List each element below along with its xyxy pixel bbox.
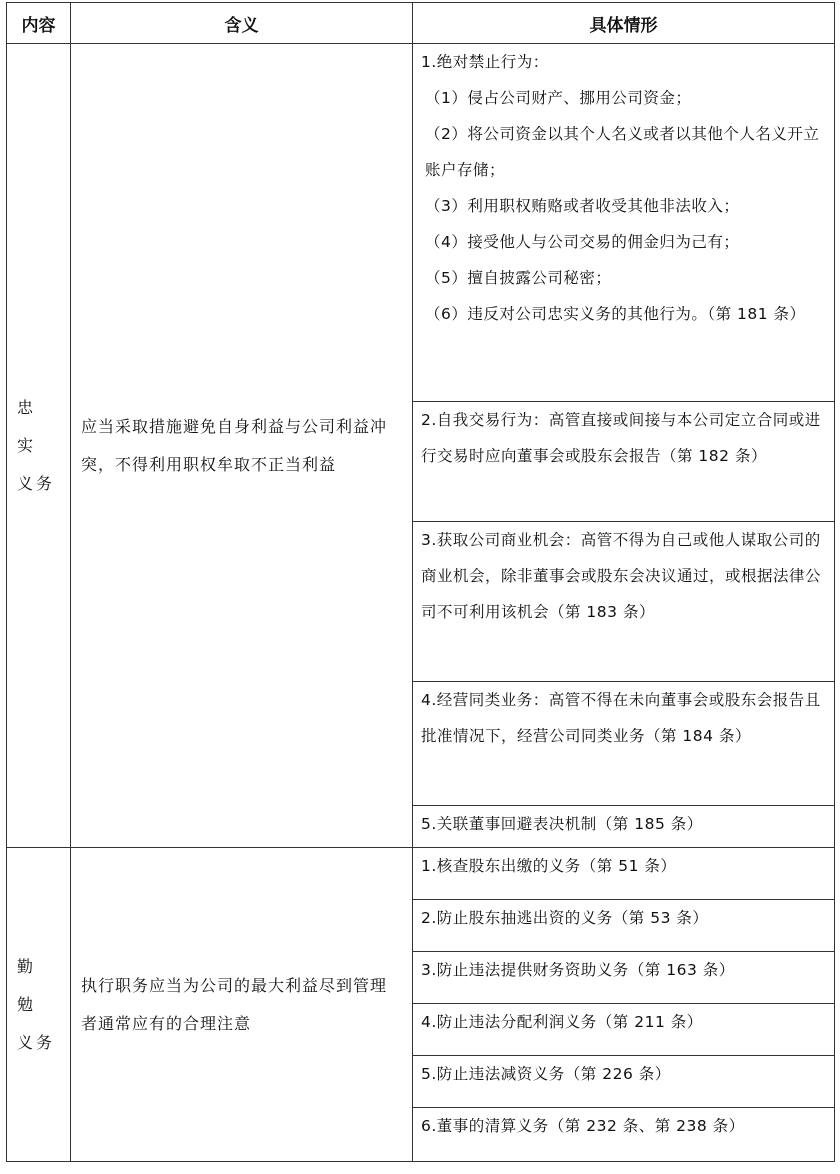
loyalty-name-line1: 忠 实 <box>17 397 37 455</box>
loyalty-item-1-sub-5: （5）擅自披露公司秘密； <box>425 269 612 287</box>
diligence-name-line1: 勤 勉 <box>17 956 37 1014</box>
loyalty-item-1 <box>413 44 835 402</box>
loyalty-item-4: 4.经营同类业务：高管不得在未向董事会或股东会报告且批准情况下，经营公司同类业务（第 184 条） <box>413 682 835 806</box>
loyalty-meaning: 应当采取措施避免自身利益与公司利益冲突，不得利用职权牟取不正当利益 <box>71 44 413 848</box>
header-content: 内容 <box>7 3 71 44</box>
loyalty-item-2: 2.自我交易行为：高管直接或间接与本公司定立合同或进行交易时应向董事会或股东会报告（第 182 条） <box>413 402 835 522</box>
loyalty-item-1-sub-4: （4）接受他人与公司交易的佣金归为己有； <box>425 233 740 251</box>
loyalty-name-line2: 义务 <box>17 473 56 493</box>
header-details: 具体情形 <box>413 3 835 44</box>
duties-table <box>6 2 835 1162</box>
loyalty-item-1-sub-2: （2）将公司资金以其个人名义或者以其他个人名义开立账户存储； <box>425 125 820 179</box>
loyalty-item-1-sub-6: （6）违反对公司忠实义务的其他行为。（第 181 条） <box>425 305 806 323</box>
diligence-meaning: 执行职务应当为公司的最大利益尽到管理者通常应有的合理注意 <box>71 848 413 1162</box>
diligence-item-4: 4.防止违法分配利润义务（第 211 条） <box>413 1004 835 1056</box>
diligence-row-1 <box>7 848 835 900</box>
loyalty-item-3: 3.获取公司商业机会：高管不得为自己或他人谋取公司的商业机会，除非董事会或股东会决议通过，或根据法律公司不可利用该机会（第 183 条） <box>413 522 835 682</box>
diligence-name-line2: 义务 <box>17 1032 56 1052</box>
diligence-item-1: 1.核查股东出缴的义务（第 51 条） <box>413 848 835 900</box>
header-meaning: 含义 <box>71 3 413 44</box>
loyalty-item-5: 5.关联董事回避表决机制（第 185 条） <box>413 806 835 848</box>
header-row <box>7 3 835 44</box>
loyalty-row-1 <box>7 44 835 402</box>
diligence-item-5: 5.防止违法减资义务（第 226 条） <box>413 1056 835 1108</box>
loyalty-item-1-title: 1.绝对禁止行为： <box>421 53 549 71</box>
diligence-duty-name <box>7 848 71 1162</box>
diligence-item-3: 3.防止违法提供财务资助义务（第 163 条） <box>413 952 835 1004</box>
loyalty-duty-name <box>7 44 71 848</box>
diligence-item-2: 2.防止股东抽逃出资的义务（第 53 条） <box>413 900 835 952</box>
diligence-item-6: 6.董事的清算义务（第 232 条、第 238 条） <box>413 1108 835 1162</box>
loyalty-item-1-sub-3: （3）利用职权贿赂或者收受其他非法收入； <box>425 197 740 215</box>
loyalty-item-1-sub-1: （1）侵占公司财产、挪用公司资金； <box>425 89 692 107</box>
